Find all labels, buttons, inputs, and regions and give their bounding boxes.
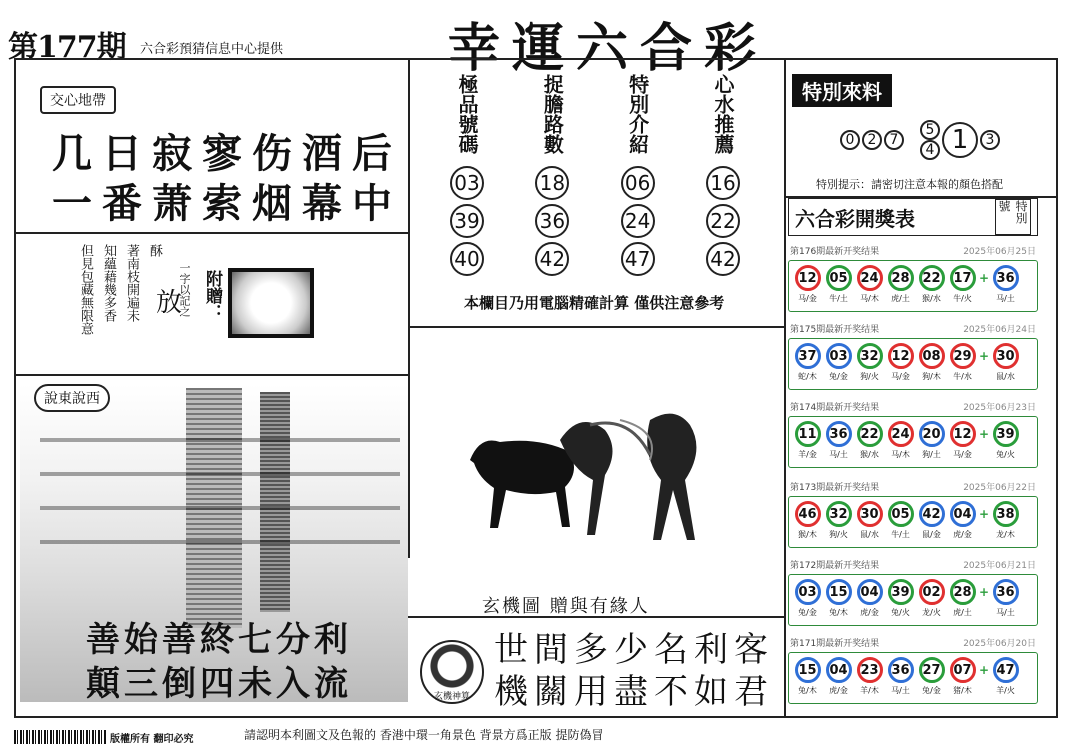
- lottery-ball: 05: [826, 265, 852, 291]
- zodiac-label: 兔/火: [891, 608, 910, 617]
- subtitle: 六合彩預猜信息中心提供: [140, 42, 284, 57]
- special-numbers: [840, 120, 1000, 160]
- result-balls: [788, 260, 1038, 312]
- result-balls: [788, 338, 1038, 390]
- recommend-col: [621, 74, 655, 276]
- ball-cell: [917, 579, 946, 625]
- zodiac-label: 马/木: [891, 450, 910, 459]
- special-digit: 3: [980, 130, 1000, 150]
- ball-cell: [948, 501, 977, 547]
- result-date: 2025年06月24日: [963, 325, 1036, 335]
- zodiac-label: 狗/火: [860, 372, 879, 381]
- result-balls: [788, 496, 1038, 548]
- schedule-header: [788, 198, 1038, 236]
- result-issue: 第172期最新开奖结果: [790, 561, 880, 571]
- ball-cell: [886, 657, 915, 703]
- zodiac-label: 马/土: [996, 294, 1015, 303]
- lottery-ball: 05: [888, 501, 914, 527]
- recommend-col: [535, 74, 569, 276]
- lottery-ball: 12: [950, 421, 976, 447]
- special-tip: 特別提示：請密切注意本報的顏色搭配: [816, 178, 1003, 191]
- lottery-ball: 32: [826, 501, 852, 527]
- ball-cell: [886, 501, 915, 547]
- recommend-number: 39: [450, 204, 484, 238]
- lottery-ball: 36: [826, 421, 852, 447]
- ball-cell: [793, 265, 822, 311]
- lottery-ball: 29: [950, 343, 976, 369]
- recommend-number: 18: [535, 166, 569, 200]
- zodiac-label: 龙/木: [996, 530, 1015, 539]
- zodiac-label: 狗/木: [922, 372, 941, 381]
- ball-cell: [824, 343, 853, 389]
- ball-cell: [886, 579, 915, 625]
- lottery-ball: 15: [795, 657, 821, 683]
- zodiac-label: 虎/土: [891, 294, 910, 303]
- lottery-ball: 28: [950, 579, 976, 605]
- recommend-number: 40: [450, 242, 484, 276]
- recommend-col: [450, 74, 484, 276]
- barcode: [14, 730, 106, 744]
- zodiac-label: 牛/火: [953, 294, 972, 303]
- ball-cell: [948, 657, 977, 703]
- gift-char: 放: [156, 288, 183, 318]
- lottery-ball: 38: [993, 501, 1019, 527]
- zodiac-label: 兔/金: [829, 372, 848, 381]
- recommend-number: 22: [706, 204, 740, 238]
- ball-cell: [991, 343, 1020, 389]
- recommend-number: 06: [621, 166, 655, 200]
- ball-cell: [948, 579, 977, 625]
- plus-icon: +: [979, 271, 990, 285]
- zodiac-label: 狗/土: [922, 450, 941, 459]
- zodiac-label: 虎/金: [860, 608, 879, 617]
- zodiac-label: 猴/木: [798, 530, 817, 539]
- zodiac-label: 兔/金: [798, 608, 817, 617]
- ball-cell: [793, 421, 822, 467]
- lottery-ball: 24: [857, 265, 883, 291]
- recommend-number: 24: [621, 204, 655, 238]
- ball-cell: [824, 421, 853, 467]
- bottom-verse-1: 世間多少名利客: [494, 630, 774, 670]
- zodiac-label: 马/金: [798, 294, 817, 303]
- special-stack: [920, 120, 940, 160]
- zodiac-label: 羊/火: [996, 686, 1015, 695]
- section-tag-heart: 交心地帶: [40, 86, 116, 114]
- divider-mid-1: [408, 326, 786, 328]
- zodiac-label: 兔/金: [922, 686, 941, 695]
- result-issue: 第173期最新开奖结果: [790, 483, 880, 493]
- result-header: [788, 636, 1038, 649]
- result-block: [788, 400, 1038, 468]
- plus-icon: +: [979, 349, 990, 363]
- col-title: 心水推薦: [710, 74, 735, 154]
- divider-left: [408, 58, 410, 558]
- zodiac-label: 牛/水: [953, 372, 972, 381]
- ball-cell: [991, 579, 1020, 625]
- ball-cell: [886, 421, 915, 467]
- ball-cell: [824, 657, 853, 703]
- lottery-ball: 36: [993, 579, 1019, 605]
- lottery-ball: 11: [795, 421, 821, 447]
- ball-cell: [991, 265, 1020, 311]
- lottery-ball: 30: [993, 343, 1019, 369]
- result-header: [788, 558, 1038, 571]
- ball-cell: [855, 343, 884, 389]
- recommend-col: [706, 74, 740, 276]
- lottery-ball: 03: [795, 579, 821, 605]
- ball-cell: [917, 421, 946, 467]
- zodiac-label: 马/土: [829, 450, 848, 459]
- ball-cell: [917, 657, 946, 703]
- lottery-ball: 36: [993, 265, 1019, 291]
- ball-cell: [855, 421, 884, 467]
- gift-label: 附贈：: [202, 270, 222, 321]
- slogan-1: 善始善終七分利: [86, 620, 352, 660]
- zodiac-label: 兔/木: [798, 686, 817, 695]
- ball-cell: [824, 579, 853, 625]
- logo-text: 玄機神算: [433, 692, 470, 702]
- recommend-number: 03: [450, 166, 484, 200]
- schedule-title: 六合彩開獎表: [795, 206, 915, 231]
- plus-icon: +: [979, 663, 990, 677]
- lottery-ball: 42: [919, 501, 945, 527]
- lottery-ball: 04: [857, 579, 883, 605]
- zodiac-label: 蛇/木: [798, 372, 817, 381]
- ball-cell: [824, 265, 853, 311]
- ball-cell: [793, 501, 822, 547]
- special-big-digit: 1: [942, 122, 978, 158]
- lottery-ball: 02: [919, 579, 945, 605]
- result-header: [788, 400, 1038, 413]
- ball-cell: [917, 265, 946, 311]
- recommend-number: 36: [535, 204, 569, 238]
- zodiac-label: 兔/火: [996, 450, 1015, 459]
- col-title: 極品號碼: [455, 74, 479, 154]
- special-digit: 2: [862, 130, 882, 150]
- result-date: 2025年06月25日: [963, 247, 1036, 257]
- zodiac-label: 鼠/水: [996, 372, 1015, 381]
- lottery-ball: 20: [919, 421, 945, 447]
- zodiac-label: 羊/金: [798, 450, 817, 459]
- lottery-ball: 22: [919, 265, 945, 291]
- lottery-ball: 36: [888, 657, 914, 683]
- section-tag-talk: 說東說西: [34, 384, 110, 412]
- gift-poem-col: 但見包藏無限意: [78, 244, 93, 335]
- horse-figures-icon: [460, 400, 740, 560]
- result-block: [788, 244, 1038, 312]
- calc-note: 本欄目乃用電腦精確計算 僅供注意參考: [464, 294, 725, 312]
- lottery-ball: 04: [950, 501, 976, 527]
- zodiac-label: 牛/土: [891, 530, 910, 539]
- puzzle-picture: [460, 400, 740, 560]
- zodiac-label: 兔/木: [829, 608, 848, 617]
- lottery-ball: 28: [888, 265, 914, 291]
- result-date: 2025年06月20日: [963, 639, 1036, 649]
- special-digit: 0: [840, 130, 860, 150]
- result-header: [788, 244, 1038, 257]
- lottery-ball: 39: [993, 421, 1019, 447]
- recommend-number: 42: [706, 242, 740, 276]
- result-issue: 第171期最新开奖结果: [790, 639, 880, 649]
- lottery-ball: 32: [857, 343, 883, 369]
- special-digit: 5: [920, 120, 940, 140]
- result-balls: [788, 416, 1038, 468]
- result-date: 2025年06月22日: [963, 483, 1036, 493]
- col-title: 特別介紹: [625, 74, 650, 154]
- zodiac-label: 虎/土: [953, 608, 972, 617]
- ball-cell: [948, 265, 977, 311]
- ball-cell: [991, 421, 1020, 467]
- picture-caption: 玄機圖 贈與有緣人: [482, 596, 650, 617]
- zodiac-label: 猴/水: [860, 450, 879, 459]
- zodiac-label: 狗/火: [829, 530, 848, 539]
- plus-icon: +: [979, 427, 990, 441]
- ball-cell: [793, 657, 822, 703]
- ball-cell: [855, 501, 884, 547]
- result-date: 2025年06月23日: [963, 403, 1036, 413]
- ball-cell: [855, 579, 884, 625]
- zodiac-label: 猪/木: [953, 686, 972, 695]
- slogan-2: 顛三倒四未入流: [86, 664, 352, 704]
- lottery-ball: 08: [919, 343, 945, 369]
- recommend-columns: [450, 74, 740, 276]
- zodiac-label: 马/金: [953, 450, 972, 459]
- gift-poem: [76, 244, 164, 354]
- lottery-ball: 17: [950, 265, 976, 291]
- ball-cell: [855, 265, 884, 311]
- special-digit: 7: [884, 130, 904, 150]
- ball-cell: [991, 501, 1020, 547]
- result-block: [788, 480, 1038, 548]
- ball-cell: [855, 657, 884, 703]
- gift-poem-col: 酥: [147, 244, 162, 257]
- zodiac-label: 虎/金: [829, 686, 848, 695]
- divider-left-1: [14, 232, 410, 234]
- issue-number: 第177期: [8, 30, 126, 65]
- footer-rights: 版權所有 翻印必究: [110, 734, 194, 745]
- ball-cell: [886, 265, 915, 311]
- special-digit: 4: [920, 140, 940, 160]
- ball-cell: [948, 343, 977, 389]
- result-issue: 第176期最新开奖结果: [790, 247, 880, 257]
- zodiac-label: 马/土: [996, 608, 1015, 617]
- zodiac-label: 马/金: [891, 372, 910, 381]
- zodiac-label: 牛/土: [829, 294, 848, 303]
- lottery-ball: 47: [993, 657, 1019, 683]
- result-header: [788, 322, 1038, 335]
- zodiac-label: 鼠/水: [860, 530, 879, 539]
- zodiac-label: 马/木: [860, 294, 879, 303]
- schedule-side: 特別號: [995, 199, 1031, 235]
- divider-right: [784, 58, 786, 718]
- recommend-number: 16: [706, 166, 740, 200]
- result-header: [788, 480, 1038, 493]
- footer-text: 請認明本利圖文及色報的 香港中環一角景色 背景方爲正版 提防偽冒: [244, 728, 604, 742]
- bottom-verse-2: 機關用盡不如君: [494, 672, 774, 712]
- zodiac-label: 虎/金: [953, 530, 972, 539]
- result-date: 2025年06月21日: [963, 561, 1036, 571]
- ball-cell: [824, 501, 853, 547]
- result-balls: [788, 574, 1038, 626]
- lottery-ball: 04: [826, 657, 852, 683]
- ball-cell: [991, 657, 1020, 703]
- recommend-number: 47: [621, 242, 655, 276]
- zodiac-label: 猴/水: [922, 294, 941, 303]
- ball-cell: [793, 343, 822, 389]
- lottery-ball: 24: [888, 421, 914, 447]
- divider-left-2: [14, 374, 410, 376]
- result-block: [788, 322, 1038, 390]
- ball-cell: [886, 343, 915, 389]
- talk-text-blur: [40, 420, 400, 570]
- plus-icon: +: [979, 585, 990, 599]
- lottery-ball: 30: [857, 501, 883, 527]
- lottery-ball: 12: [795, 265, 821, 291]
- lottery-ball: 23: [857, 657, 883, 683]
- gift-hint: 一字以記之: [178, 262, 191, 317]
- verse-line-1: 几日寂寥伤酒后: [52, 130, 402, 177]
- ball-cell: [917, 343, 946, 389]
- special-label: 特別來料: [792, 74, 892, 107]
- gift-poem-col: 著南枝開遍未: [124, 244, 139, 322]
- yinyang-logo: [420, 640, 484, 704]
- result-issue: 第175期最新开奖结果: [790, 325, 880, 335]
- lottery-ball: 15: [826, 579, 852, 605]
- lottery-ball: 12: [888, 343, 914, 369]
- ball-cell: [793, 579, 822, 625]
- lottery-ball: 22: [857, 421, 883, 447]
- result-balls: [788, 652, 1038, 704]
- zodiac-label: 鼠/金: [922, 530, 941, 539]
- lottery-ball: 03: [826, 343, 852, 369]
- lottery-ball: 46: [795, 501, 821, 527]
- recommend-number: 42: [535, 242, 569, 276]
- zodiac-label: 马/土: [891, 686, 910, 695]
- ball-cell: [917, 501, 946, 547]
- gift-poem-col: 知蘊藉幾多香: [101, 244, 116, 322]
- ball-cell: [948, 421, 977, 467]
- zodiac-label: 龙/火: [922, 608, 941, 617]
- lottery-ball: 07: [950, 657, 976, 683]
- verse-line-2: 一番萧索烟幕中: [52, 180, 402, 227]
- lottery-ball: 37: [795, 343, 821, 369]
- col-title: 捉膽路數: [540, 74, 565, 154]
- result-issue: 第174期最新开奖结果: [790, 403, 880, 413]
- zodiac-label: 羊/木: [860, 686, 879, 695]
- result-block: [788, 636, 1038, 704]
- result-block: [788, 558, 1038, 626]
- plus-icon: +: [979, 507, 990, 521]
- lottery-ball: 39: [888, 579, 914, 605]
- page-title: 幸運六合彩: [448, 18, 769, 79]
- lottery-ball: 27: [919, 657, 945, 683]
- gift-image-frame: [228, 268, 314, 338]
